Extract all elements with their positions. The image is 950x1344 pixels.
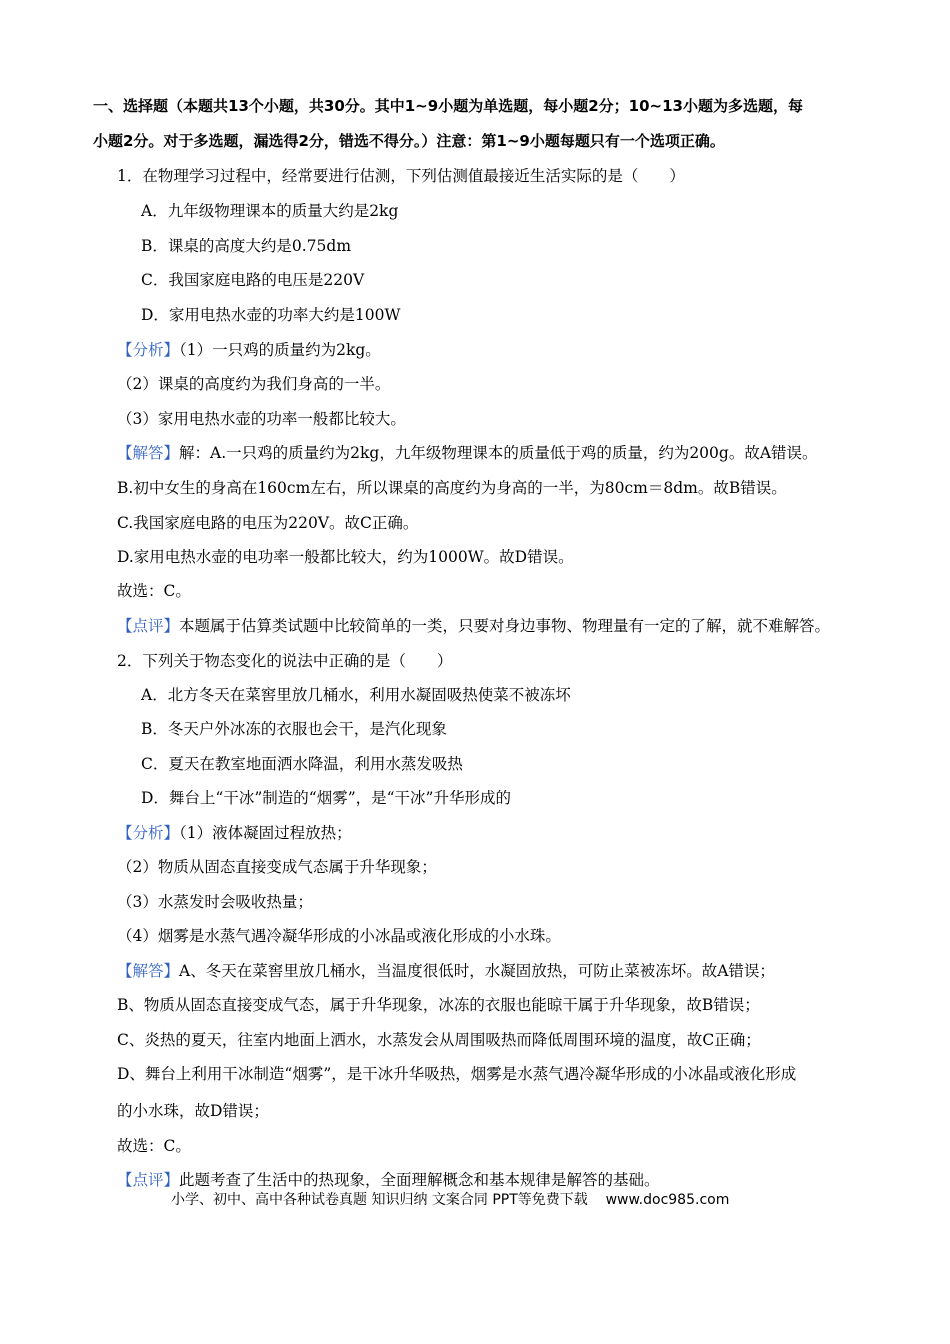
q1-answer-3: C.我国家庭电路的电压为220V。故C正确。: [117, 514, 419, 532]
footer-site-link[interactable]: www.doc985.com: [605, 1192, 730, 1208]
q2-answer-4b: 的小水珠，故D错误；: [117, 1102, 269, 1120]
q1-comment-text: 本题属于估算类试题中比较简单的一类，只要对身边事物、物理量有一定的了解，就不难解答。: [179, 617, 831, 635]
q1-option-b: B．课桌的高度大约是0.75dm: [141, 237, 352, 255]
q1-analysis-3: （3）家用电热水壶的功率一般都比较大。: [117, 410, 406, 428]
section-heading-line1: 一、选择题（本题共13个小题，共30分。其中1~9小题为单选题，每小题2分；10~13小题为多选题，每: [93, 97, 803, 115]
q2-comment-tag: 【点评】: [117, 1171, 180, 1189]
q2-comment-text: 此题考查了生活中的热现象，全面理解概念和基本规律是解答的基础。: [179, 1171, 660, 1189]
q2-answer-tag: 【解答】: [117, 962, 180, 980]
q2-analysis-2: （2）物质从固态直接变成气态属于升华现象；: [117, 858, 437, 876]
q1-answer-2: B.初中女生的身高在160cm左右，所以课桌的高度约为身高的一半，为80cm＝8dm。故B错误。: [117, 479, 787, 497]
q1-analysis-2: （2）课桌的高度约为我们身高的一半。: [117, 375, 391, 393]
q1-answer: [117, 443, 818, 463]
footer: [171, 1190, 729, 1210]
q2-analysis-tag: 【分析】: [117, 824, 180, 842]
q1-choice: 故选：C。: [117, 582, 191, 600]
q2-option-c: C．夏天在教室地面洒水降温，利用水蒸发吸热: [141, 755, 463, 773]
q2-choice: 故选：C。: [117, 1137, 191, 1155]
q1-answer-4: D.家用电热水壶的电功率一般都比较大，约为1000W。故D错误。: [117, 548, 574, 566]
footer-text: 小学、初中、高中各种试卷真题 知识归纳 文案合同 PPT等免费下载: [171, 1192, 588, 1208]
q2-analysis-1: （1）液体凝固过程放热；: [179, 824, 352, 842]
q1-option-d: D．家用电热水壶的功率大约是100W: [141, 306, 401, 324]
q1-comment: [117, 616, 830, 636]
q1-option-a: A．九年级物理课本的质量大约是2kg: [141, 202, 399, 220]
q2-answer-2: B、物质从固态直接变成气态，属于升华现象，冰冻的衣服也能晾干属于升华现象，故B错误；: [117, 996, 760, 1014]
q1-answer-1: 解：A.一只鸡的质量约为2kg，九年级物理课本的质量低于鸡的质量，约为200g。故A错误。: [179, 444, 818, 462]
section-heading-line2: 小题2分。对于多选题，漏选得2分，错选不得分。）注意：第1~9小题每题只有一个选项正确。: [93, 132, 725, 150]
q2-answer-3: C、炎热的夏天，往室内地面上洒水，水蒸发会从周围吸热而降低周围环境的温度，故C正确；: [117, 1031, 761, 1049]
q2-answer-4a: D、舞台上利用干冰制造“烟雾”，是干冰升华吸热，烟雾是水蒸气遇冷凝华形成的小冰晶或液化形成: [117, 1065, 797, 1083]
q1-comment-tag: 【点评】: [117, 617, 180, 635]
q2-comment: [117, 1170, 660, 1190]
q1-analysis-1: （1）一只鸡的质量约为2kg。: [179, 341, 381, 359]
q2-analysis: [117, 823, 352, 843]
q2-analysis-4: （4）烟雾是水蒸气遇冷凝华形成的小冰晶或液化形成的小水珠。: [117, 927, 561, 945]
q1-answer-tag: 【解答】: [117, 444, 180, 462]
q2-option-a: A．北方冬天在菜窖里放几桶水，利用水凝固吸热使菜不被冻坏: [141, 686, 571, 704]
q1-stem: 1．在物理学习过程中，经常要进行估测，下列估测值最接近生活实际的是（ ）: [117, 167, 685, 185]
q2-option-b: B．冬天户外冰冻的衣服也会干，是汽化现象: [141, 720, 447, 738]
q2-answer: [117, 961, 775, 981]
q1-analysis-tag: 【分析】: [117, 341, 180, 359]
q2-analysis-3: （3）水蒸发时会吸收热量；: [117, 893, 313, 911]
q1-analysis: [117, 340, 381, 360]
q2-stem: 2．下列关于物态变化的说法中正确的是（ ）: [117, 652, 453, 670]
q2-option-d: D．舞台上“干冰”制造的“烟雾”，是“干冰”升华形成的: [141, 789, 511, 807]
q2-answer-1: A、冬天在菜窖里放几桶水，当温度很低时，水凝固放热，可防止菜被冻坏。故A错误；: [179, 962, 775, 980]
q1-option-c: C．我国家庭电路的电压是220V: [141, 271, 365, 289]
